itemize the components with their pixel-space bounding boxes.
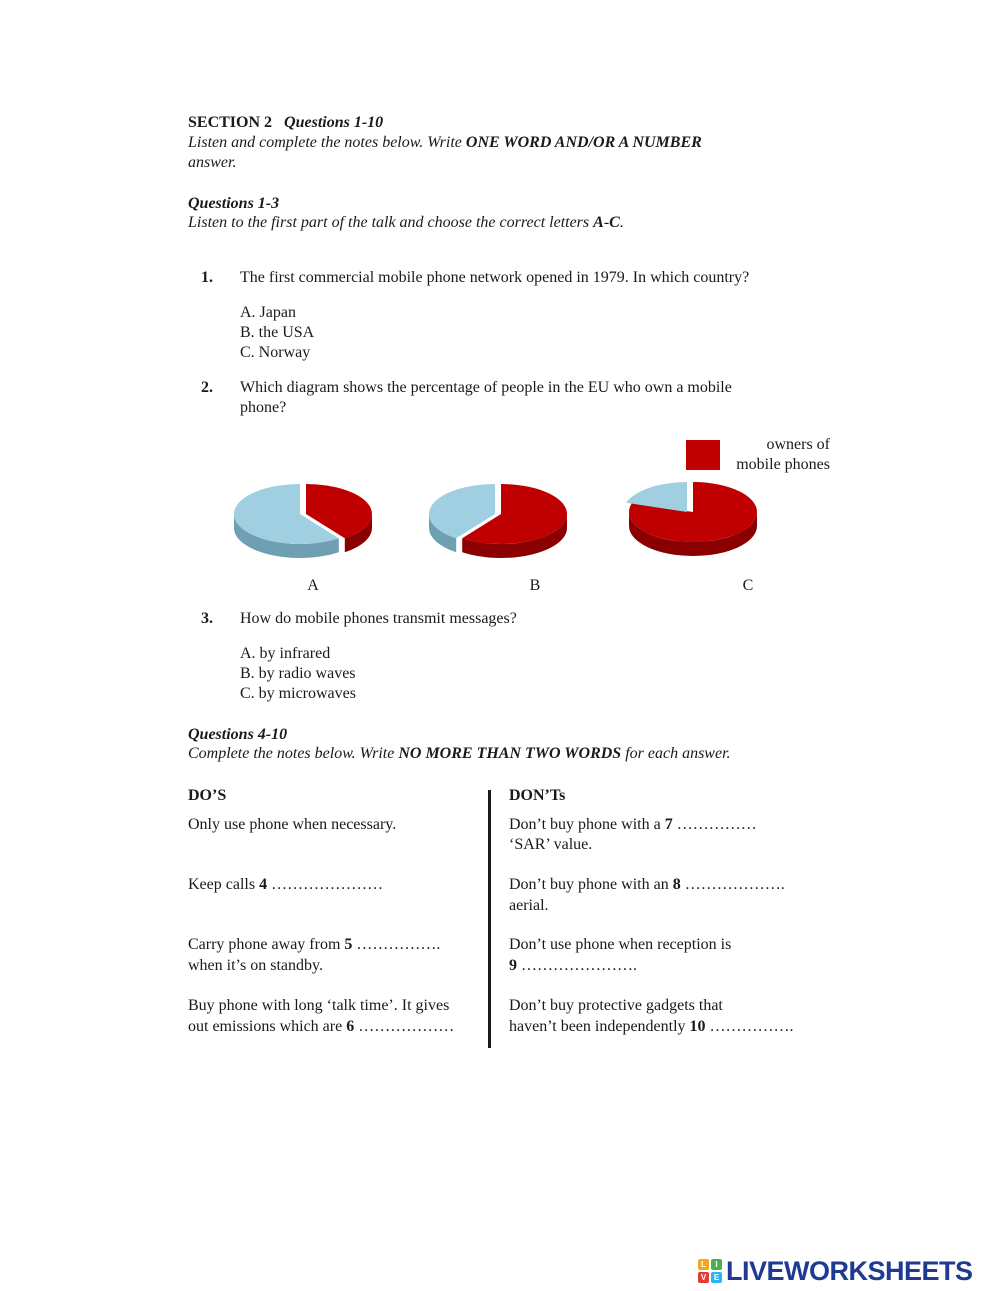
dont-item-1-cont: ‘SAR’ value.	[509, 836, 593, 853]
dos-header: DO’S	[188, 787, 227, 804]
gap-7-blank[interactable]: ……………	[672, 816, 757, 833]
gap-5-blank[interactable]: …………….	[352, 936, 441, 953]
logo-text: LIVEWORKSHEETS	[726, 1255, 973, 1286]
do-item-3[interactable]: Carry phone away from 5 …………….	[188, 936, 441, 953]
dont-item-4-cont[interactable]: haven’t been independently 10 …………….	[509, 1018, 794, 1035]
pie-b[interactable]	[429, 484, 567, 558]
q3-text: How do mobile phones transmit messages?	[240, 610, 517, 627]
liveworksheets-logo[interactable]	[698, 1256, 973, 1286]
legend-swatch	[686, 440, 720, 470]
gap-7-number: 7	[664, 816, 673, 833]
q1-option-b[interactable]: B. the USA	[240, 324, 315, 341]
gap-6-blank[interactable]: ………………	[354, 1018, 455, 1035]
q2-number: 2.	[201, 379, 213, 396]
dont-item-2[interactable]: Don’t buy phone with an 8 ……………….	[509, 876, 785, 893]
pie-a[interactable]	[234, 484, 372, 558]
gap-8-blank[interactable]: ……………….	[680, 876, 785, 893]
part2-instruction: Complete the notes below. Write NO MORE THAN TWO WORDS for each answer.	[188, 745, 731, 762]
pie-c[interactable]	[626, 482, 757, 556]
q1-option-a[interactable]: A. Japan	[240, 304, 296, 321]
q1-text: The first commercial mobile phone network opened in 1979. In which country?	[240, 269, 750, 286]
part2-title: Questions 4-10	[188, 726, 288, 743]
do-item-3-cont: when it’s on standby.	[188, 957, 323, 974]
legend-label-line2: mobile phones	[736, 456, 830, 473]
do-item-4-cont[interactable]: out emissions which are 6 ………………	[188, 1018, 455, 1035]
dont-item-1[interactable]: Don’t buy phone with a 7 ……………	[509, 816, 757, 833]
do-item-4: Buy phone with long ‘talk time’. It gives	[188, 997, 450, 1014]
donts-header: DON’Ts	[509, 787, 566, 804]
part1-title: Questions 1-3	[188, 195, 280, 212]
gap-8-number: 8	[672, 876, 681, 893]
pie-label-a: A	[307, 577, 319, 594]
pie-label-b: B	[529, 577, 541, 594]
gap-10-blank[interactable]: …………….	[705, 1018, 794, 1035]
do-item-1: Only use phone when necessary.	[188, 816, 397, 833]
legend-label-line1: owners of	[766, 436, 830, 453]
section-instruction: Listen and complete the notes below. Write ONE WORD AND/OR A NUMBER	[188, 134, 702, 151]
gap-9-blank[interactable]: ………………….	[517, 957, 637, 974]
word-limit: ONE WORD AND/OR A NUMBER	[465, 134, 702, 151]
logo-blocks-icon: L I V E	[698, 1259, 722, 1283]
gap-6-number: 6	[346, 1018, 355, 1035]
q2-text-line1: Which diagram shows the percentage of people in the EU who own a mobile	[240, 379, 732, 396]
word-limit-2: NO MORE THAN TWO WORDS	[398, 745, 622, 762]
q3-option-a[interactable]: A. by infrared	[240, 645, 331, 662]
part1-instruction: Listen to the first part of the talk and choose the correct letters A-C.	[188, 214, 624, 231]
gap-10-number: 10	[689, 1018, 706, 1035]
section-label: SECTION 2	[188, 114, 273, 131]
q3-option-b[interactable]: B. by radio waves	[240, 665, 356, 682]
dont-item-4: Don’t buy protective gadgets that	[509, 997, 723, 1014]
do-item-2[interactable]: Keep calls 4 …………………	[188, 876, 384, 893]
column-divider	[488, 790, 491, 1048]
section-instruction-cont: answer.	[188, 154, 237, 171]
dont-item-3: Don’t use phone when reception is	[509, 936, 732, 953]
pie-charts	[0, 0, 1000, 620]
q2-text-line2: phone?	[240, 399, 287, 416]
gap-4-blank[interactable]: …………………	[267, 876, 384, 893]
q1-number: 1.	[201, 269, 213, 286]
section-questions: Questions 1-10	[284, 114, 384, 131]
gap-9-number: 9	[509, 957, 517, 974]
pie-label-c: C	[742, 577, 754, 594]
dont-item-3-cont[interactable]	[509, 956, 637, 976]
gap-5-number: 5	[344, 936, 353, 953]
gap-4-number: 4	[259, 876, 268, 893]
q1-option-c[interactable]: C. Norway	[240, 344, 311, 361]
q3-option-c[interactable]: C. by microwaves	[240, 685, 356, 702]
dont-item-2-cont: aerial.	[509, 897, 549, 914]
q3-number: 3.	[201, 610, 213, 627]
